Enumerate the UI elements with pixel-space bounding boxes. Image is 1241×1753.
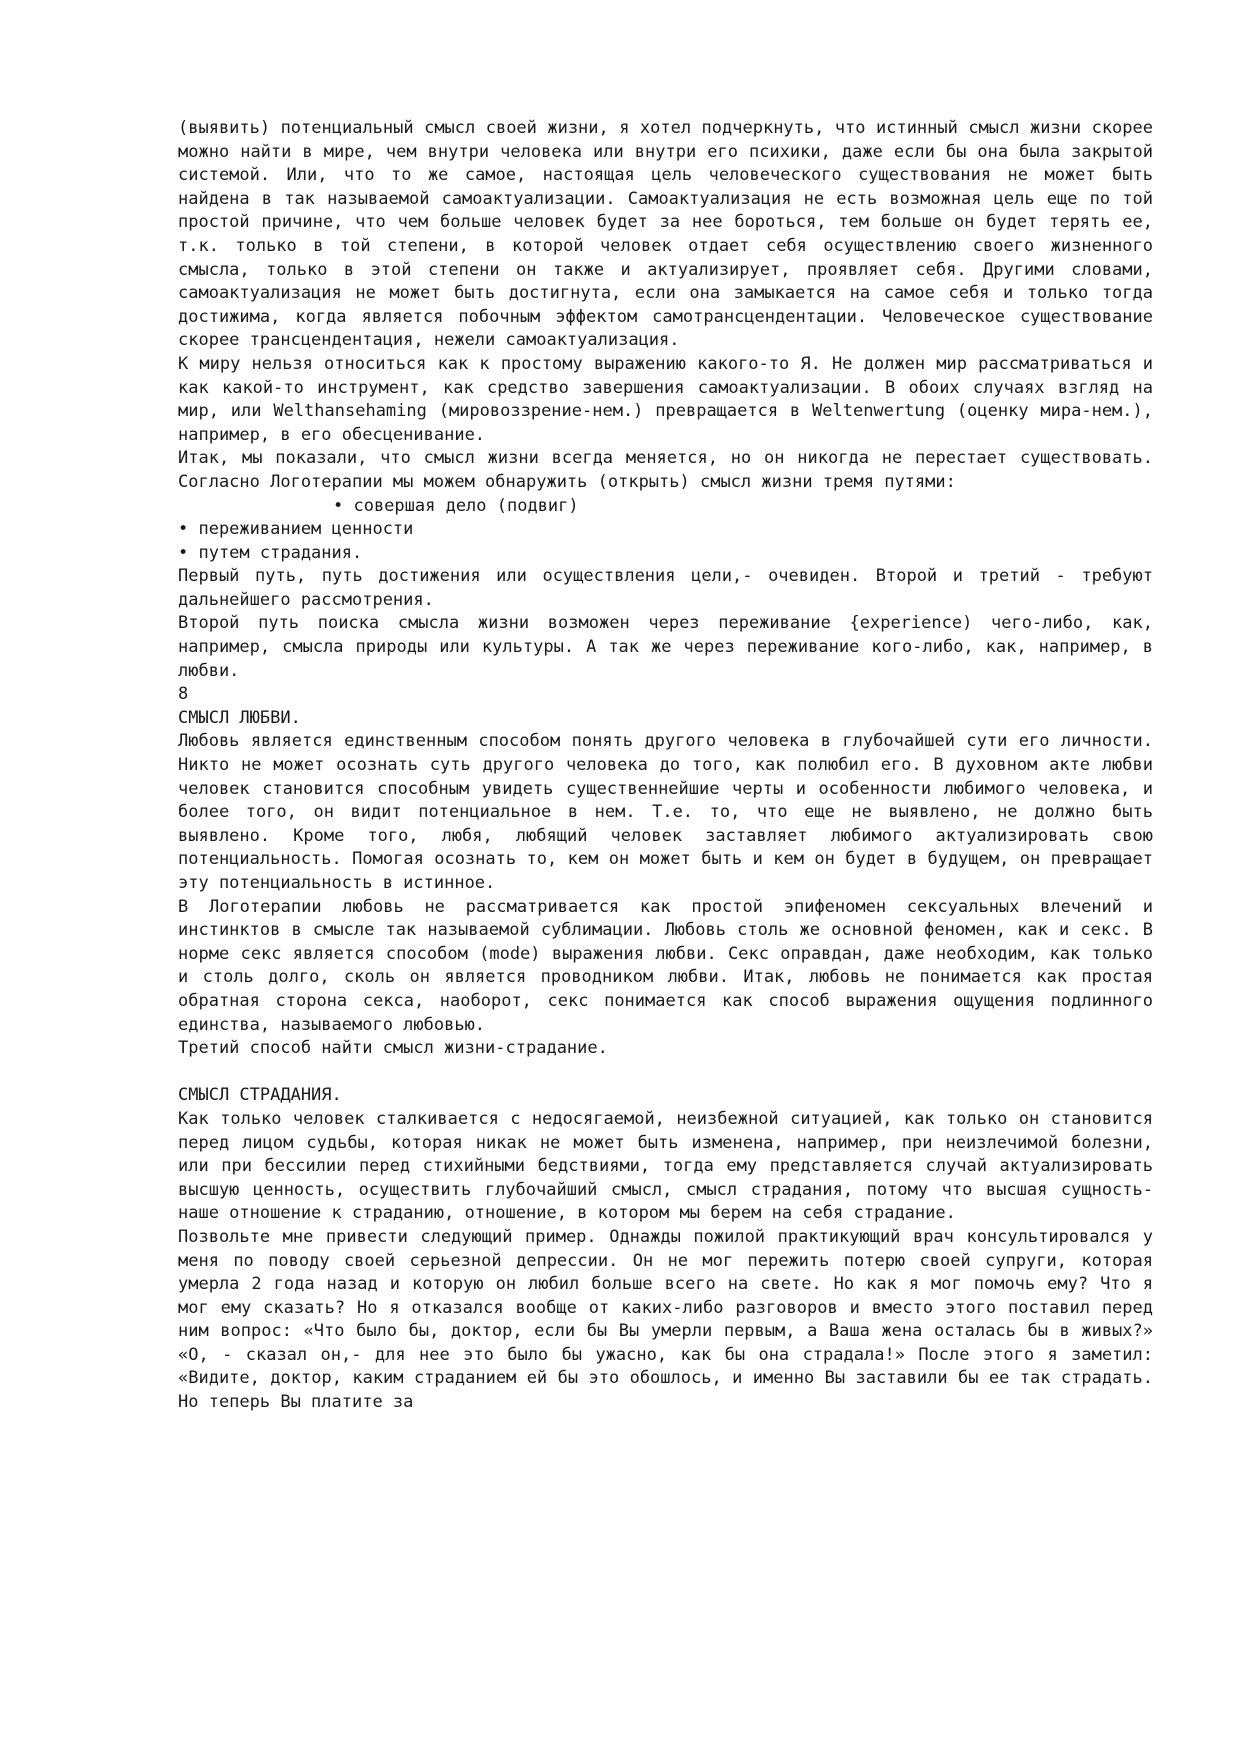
section-heading-suffering: СМЫСЛ СТРАДАНИЯ. <box>178 1085 342 1106</box>
page-number: 8 <box>178 684 189 705</box>
section-heading-love: СМЫСЛ ЛЮБВИ. <box>178 707 301 728</box>
bullet-item: • переживанием ценности <box>178 519 414 540</box>
bullet-item: • путем страдания. <box>178 542 363 563</box>
paragraph: Позвольте мне привести следующий пример. Однажды пожилой практикующий врач консультировался у меня по поводу своей серьезной депрессии. Он не мог пережить потерю своей супруги, которая умерла 2 года назад и которую он любил больше всего на свете. Но как я мог помочь ему? Что я мог ему сказать? Но я отказался вообще от каких-либо разговоров и вместо этого поставил перед ним вопрос: «Что было бы, доктор, если бы Вы умерли первым, а Ваша жена осталась бы в живых?» «О, - сказал он,- для нее это было бы ужасно, как бы она страдала!» После этого я заметил: «Видите, доктор, каким страданием ей бы это обошлось, и именно Вы заставили бы ее так страдать. Но теперь Вы платите за <box>178 1226 1153 1413</box>
paragraph: Первый путь, путь достижения или осуществления цели,- очевиден. Второй и третий - требуют дальнейшего рассмотрения. <box>178 566 1153 610</box>
blank-line <box>178 1061 1153 1085</box>
paragraph: К миру нельзя относиться как к простому выражению какого-то Я. Не должен мир рассматриваться и как какой-то инструмент, как средство завершения самоактуализации. В обоих случаях взгляд на мир, или Welthansehaming (мировоззрение-нем.) превращается в Weltenwertung (оценку мира-нем.), например, в его обесценивание. <box>178 353 1153 445</box>
paragraph: В Логотерапии любовь не рассматривается как простой эпифеномен сексуальных влечений и инстинктов в смысле так называемой сублимации. Любовь столь же основной феномен, как и секс. В норме секс является способом (mode) выражения любви. Секс оправдан, даже необходим, как только и столь долго, сколь он является проводником любви. Итак, любовь не понимается как простая обратная сторона секса, наоборот, секс понимается как способ выражения ощущения подлинного единства, называемого любовью. <box>178 896 1153 1035</box>
bullet-item: • совершая дело (подвиг) <box>333 495 579 516</box>
paragraph: (выявить) потенциальный смысл своей жизни, я хотел подчеркнуть, что истинный смысл жизни скорее можно найти в мире, чем внутри человека или внутри его психики, даже если бы она была закрытой системой. Или, что то же самое, настоящая цель человеческого существования не может быть найдена в так называемой самоактуализации. Самоактуализация не есть возможная цель еще по той простой причине, что чем больше человек будет за нее бороться, тем больше он будет терять ее, т.к. только в той степени, в которой человек отдает себя осуществлению своего жизненного смысла, только в этой степени он также и актуализирует, проявляет себя. Другими словами, самоактуализация не может быть достигнута, если она замыкается на самое себя и только тогда достижима, когда является побочным эффектом самотрансцендентации. Человеческое существование скорее трансцендентация, нежели самоактуализация. <box>178 118 1153 351</box>
paragraph: Любовь является единственным способом понять другого человека в глубочайшей сути его личности. Никто не может осознать суть другого человека до того, как полюбил его. В духовном акте любви человек становится способным увидеть существеннейшие черты и особенности любимого человека, и более того, он видит потенциальное в нем. Т.е. то, что еще не выявлено, не должно быть выявлено. Кроме того, любя, любящий человек заставляет любимого актуализировать свою потенциальность. Помогая осознать то, кем он может быть и кем он будет в будущем, он превращает эту потенциальность в истинное. <box>178 731 1153 893</box>
page-text-body <box>178 117 1153 1415</box>
paragraph: Третий способ найти смысл жизни-страдание. <box>178 1038 608 1059</box>
paragraph: Итак, мы показали, что смысл жизни всегда меняется, но он никогда не перестает существовать. Согласно Логотерапии мы можем обнаружить (открыть) смысл жизни тремя путями: <box>178 448 1153 492</box>
paragraph: Второй путь поиска смысла жизни возможен через переживание {experience) чего-либо, как, например, смысла природы или культуры. А так же через переживание кого-либо, как, например, в любви. <box>178 613 1153 681</box>
paragraph: Как только человек сталкивается с недосягаемой, неизбежной ситуацией, как только он становится перед лицом судьбы, которая никак не может быть изменена, например, при неизлечимой болезни, или при бессилии перед стихийными бедствиями, тогда ему представляется случай актуализировать высшую ценность, осуществить глубочайший смысл, смысл страдания, потому что высшая сущность-наше отношение к страданию, отношение, в котором мы берем на себя страдание. <box>178 1108 1153 1224</box>
